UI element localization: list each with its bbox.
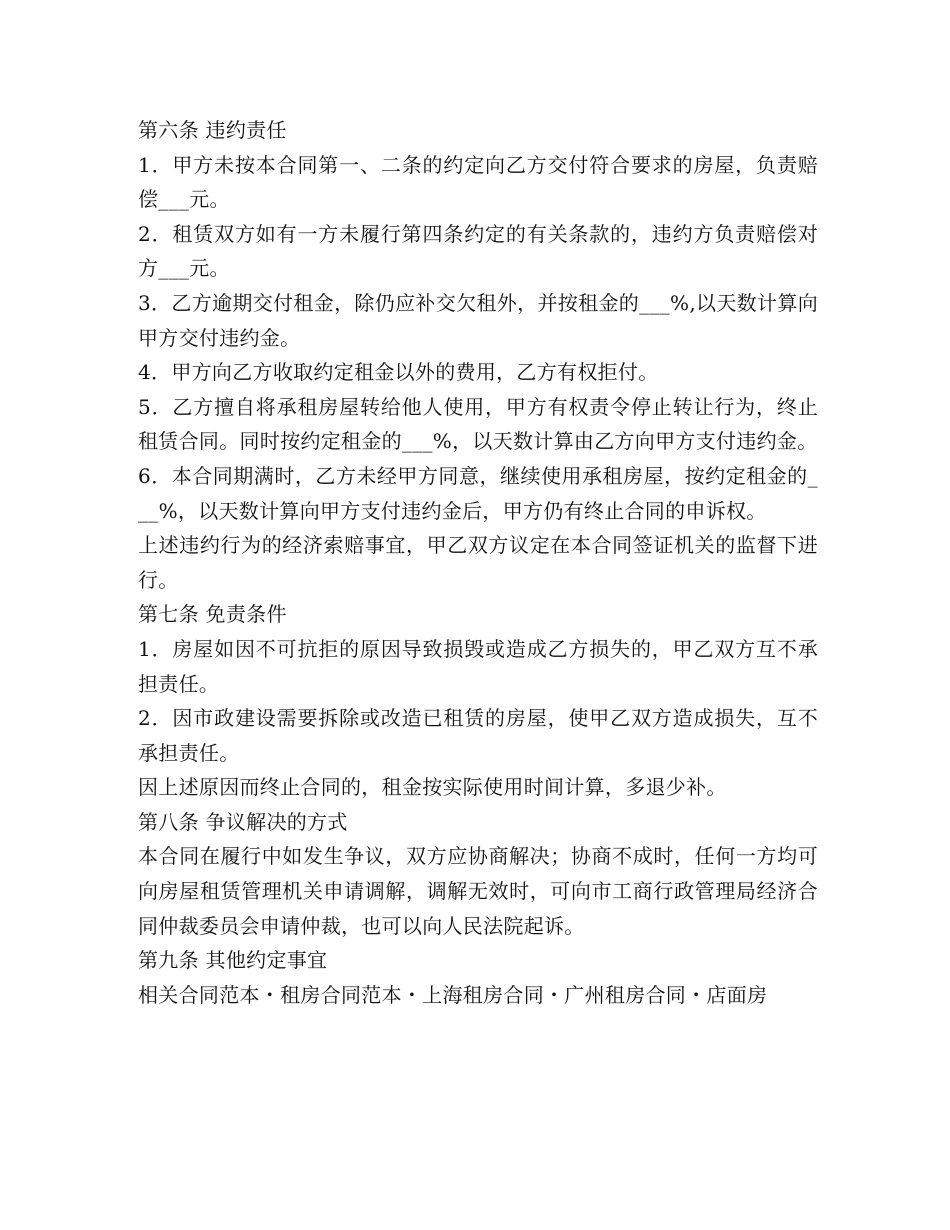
section-heading-7: 第七条 免责条件 [138, 602, 287, 627]
section-heading-8: 第八条 争议解决的方式 [138, 809, 348, 834]
section-heading-9: 第九条 其他约定事宜 [138, 948, 328, 973]
summary-paragraph: 上述违约行为的经济索赔事宜，甲乙双方议定在本合同签证机关的监督下进行。 [138, 533, 818, 592]
clause-paragraph: 1．房屋如因不可抗拒的原因导致损毁或造成乙方损失的，甲乙双方互不承担责任。 [138, 636, 818, 696]
clause-paragraph: 本合同在履行中如发生争议，双方应协商解决；协商不成时，任何一方均可向房屋租赁管理机关申请调解，调解无效时，可向市工商行政管理局经济合同仲裁委员会申请仲裁，也可以向人民法院起诉。 [138, 844, 818, 938]
clause-paragraph: 5．乙方擅自将承租房屋转给他人使用，甲方有权责令停止转让行为，终止租赁合同。同时按约定租金的___%，以天数计算由乙方向甲方支付违约金。 [138, 394, 818, 454]
clause-paragraph: 1．甲方未按本合同第一、二条的约定向乙方交付符合要求的房屋，负责赔偿___元。 [138, 152, 818, 212]
document-body [138, 113, 818, 1012]
section-heading-6: 第六条 违约责任 [138, 118, 287, 142]
clause-paragraph: 2．因市政建设需要拆除或改造已租赁的房屋，使甲乙双方造成损失，互不承担责任。 [138, 706, 818, 765]
clause-paragraph: 6．本合同期满时，乙方未经甲方同意，继续使用承租房屋，按约定租金的___%，以天数计算向甲方支付违约金后，甲方仍有终止合同的申诉权。 [138, 463, 818, 523]
related-templates-line: 相关合同范本・租房合同范本・上海租房合同・广州租房合同・店面房 [138, 982, 768, 1007]
clause-paragraph: 2．租赁双方如有一方未履行第四条约定的有关条款的，违约方负责赔偿对方___元。 [138, 221, 818, 281]
clause-paragraph: 3．乙方逾期交付租金，除仍应补交欠租外，并按租金的___%,以天数计算向甲方交付违约金。 [138, 290, 818, 350]
summary-paragraph: 因上述原因而终止合同的，租金按实际使用时间计算，多退少补。 [138, 775, 727, 800]
clause-paragraph: 4．甲方向乙方收取约定租金以外的费用，乙方有权拒付。 [138, 360, 659, 385]
